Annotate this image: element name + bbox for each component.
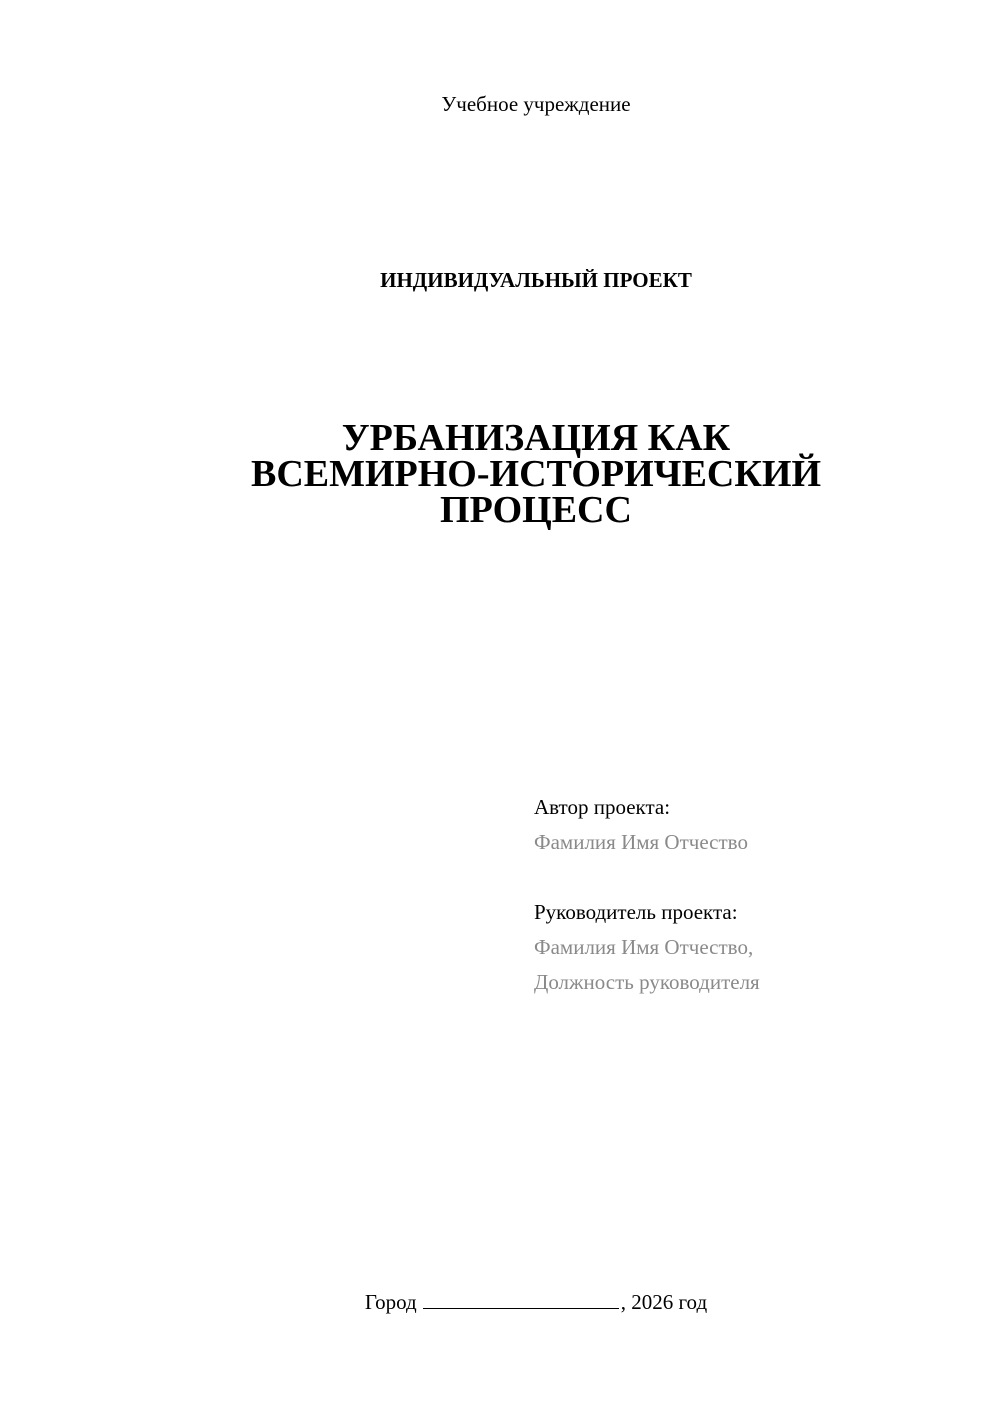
project-meta [534, 790, 974, 1000]
author-name: Фамилия Имя Отчество [534, 830, 748, 854]
author-label: Автор проекта: [534, 795, 671, 819]
title-line: ВСЕМИРНО-ИСТОРИЧЕСКИЙ [250, 453, 822, 495]
supervisor-name: Фамилия Имя Отчество, [534, 935, 754, 959]
year-text: , 2026 год [620, 1290, 708, 1314]
city-blank-line [423, 1290, 619, 1309]
project-title [0, 417, 1000, 531]
city-year-line [0, 1290, 1000, 1315]
institution-name: Учебное учреждение [441, 92, 631, 116]
supervisor-position: Должность руководителя [534, 970, 760, 994]
title-line: ПРОЦЕСС [440, 489, 632, 531]
city-label: Город [364, 1290, 417, 1314]
project-type: ИНДИВИДУАЛЬНЫЙ ПРОЕКТ [380, 268, 692, 292]
spacer [534, 860, 974, 895]
supervisor-label: Руководитель проекта: [534, 900, 738, 924]
title-line: УРБАНИЗАЦИЯ КАК [341, 417, 731, 459]
